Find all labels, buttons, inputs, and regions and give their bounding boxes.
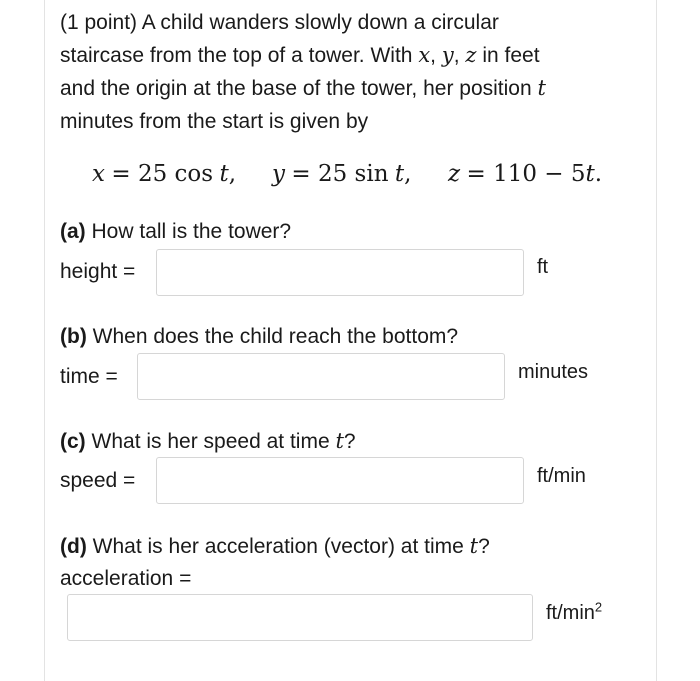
part-c-text: What is her speed at time [91, 430, 330, 453]
var-x: x [418, 43, 431, 67]
eq-y-var: y [272, 161, 285, 187]
eq-z-t: t [585, 161, 595, 187]
eq-z-period: . [594, 161, 603, 187]
problem-line-4 [60, 105, 368, 138]
eq-z-var: z [448, 161, 461, 187]
acceleration-input[interactable] [67, 594, 533, 641]
points-label: (1 point) [60, 11, 138, 34]
part-d-question [60, 530, 490, 563]
problem-line-1 [60, 6, 499, 39]
time-label: time = [60, 365, 118, 388]
speed-input[interactable] [156, 457, 524, 504]
part-b-question [60, 320, 458, 353]
comma: , [453, 44, 460, 67]
eq-x-t: t [219, 161, 229, 187]
equation-z [448, 160, 602, 187]
eq-z-rhs: = 110 − 5 [466, 161, 586, 187]
part-d-label: (d) [60, 535, 87, 558]
equation-x [92, 160, 236, 187]
acceleration-label: acceleration = [60, 567, 192, 590]
height-unit: ft [537, 256, 549, 278]
time-input[interactable] [137, 353, 505, 400]
time-unit: minutes [518, 361, 589, 383]
part-c-question [60, 425, 356, 458]
part-b-label: (b) [60, 325, 87, 348]
acceleration-unit-exponent: 2 [594, 599, 603, 615]
part-d-var-t: t [469, 534, 479, 558]
eq-y-rhs: = 25 sin [291, 161, 389, 187]
eq-y-comma: , [404, 161, 412, 187]
part-d-text: What is her acceleration (vector) at time [92, 535, 464, 558]
part-a-question [60, 215, 291, 248]
problem-text-2b: in feet [482, 44, 540, 67]
var-y: y [441, 43, 454, 67]
height-input[interactable] [156, 249, 524, 296]
problem-line-2 [60, 39, 540, 72]
part-c-label: (c) [60, 430, 86, 453]
problem-text-3: and the origin at the base of the tower, her position [60, 77, 532, 100]
part-c-var-t: t [335, 429, 344, 453]
problem-text-2a: staircase from the top of a tower. With [60, 44, 413, 67]
eq-y-t: t [394, 161, 405, 187]
comma: , [430, 44, 437, 67]
part-d-qmark: ? [478, 535, 490, 558]
part-a-text: How tall is the tower? [91, 220, 292, 243]
speed-unit: ft/min [537, 465, 586, 487]
eq-x-comma: , [228, 161, 237, 187]
part-a-label: (a) [60, 220, 86, 243]
equation-y [272, 160, 411, 187]
speed-label: speed = [60, 469, 136, 492]
part-b-text: When does the child reach the bottom? [92, 325, 459, 348]
eq-x-rhs: = 25 cos [111, 161, 214, 187]
var-t: t [537, 76, 546, 100]
problem-text-4: minutes from the start is given by [60, 110, 369, 133]
height-label: height = [60, 260, 136, 283]
acceleration-unit [546, 599, 603, 625]
var-z: z [465, 43, 477, 67]
acceleration-unit-base: ft/min [546, 602, 595, 624]
part-c-qmark: ? [343, 430, 356, 453]
problem-text-1: A child wanders slowly down a circular [141, 11, 499, 34]
eq-x-var: x [92, 161, 105, 187]
problem-line-3 [60, 72, 546, 105]
